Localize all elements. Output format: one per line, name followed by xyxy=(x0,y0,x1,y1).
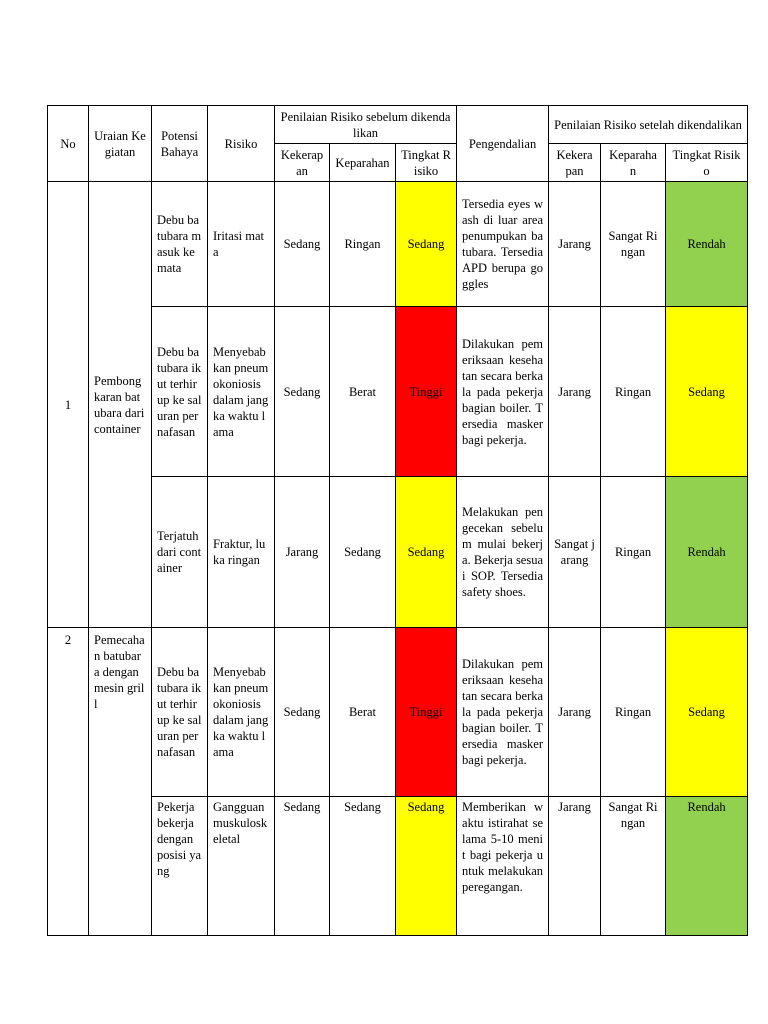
before-kekerapan-cell: Jarang xyxy=(275,477,330,628)
after-tingkat-cell: Rendah xyxy=(666,797,748,936)
header-no: No xyxy=(48,106,89,182)
control-cell: Tersedia eyes wash di luar area penumpukan batubara. Tersedia APD berupa goggles xyxy=(457,182,549,307)
before-tingkat-cell: Tinggi xyxy=(396,307,457,477)
risk-cell: Menyebabkan pneumokoniosis dalam jangka waktu lama xyxy=(208,628,275,797)
after-keparahan-cell: Ringan xyxy=(601,477,666,628)
header-after-keparahan: Keparahan xyxy=(601,144,666,182)
hazard-cell: Debu batubara ikut terhirup ke saluran pernafasan xyxy=(152,307,208,477)
hazard-cell: Terjatuh dari container xyxy=(152,477,208,628)
after-tingkat-cell: Rendah xyxy=(666,477,748,628)
after-kekerapan-cell: Jarang xyxy=(549,628,601,797)
before-keparahan-cell: Berat xyxy=(330,307,396,477)
before-keparahan-cell: Ringan xyxy=(330,182,396,307)
before-tingkat-cell: Tinggi xyxy=(396,628,457,797)
after-kekerapan-cell: Jarang xyxy=(549,307,601,477)
before-kekerapan-cell: Sedang xyxy=(275,797,330,936)
header-row-1 xyxy=(48,106,748,144)
table-row xyxy=(48,477,748,628)
before-kekerapan-cell: Sedang xyxy=(275,628,330,797)
risk-cell: Menyebabkan pneumokoniosis dalam jangka waktu lama xyxy=(208,307,275,477)
before-keparahan-cell: Sedang xyxy=(330,797,396,936)
after-tingkat-cell: Sedang xyxy=(666,628,748,797)
control-cell: Dilakukan pemeriksaan kesehatan secara berkala pada pekerja bagian boiler. Tersedia masker bagi pekerja. xyxy=(457,628,549,797)
header-before-keparahan: Keparahan xyxy=(330,144,396,182)
activity-cell: Pemecahan batubara dengan mesin grill xyxy=(89,628,152,936)
after-kekerapan-cell: Sangat jarang xyxy=(549,477,601,628)
table-row xyxy=(48,182,748,307)
before-kekerapan-cell: Sedang xyxy=(275,307,330,477)
control-cell: Melakukan pengecekan sebelum mulai bekerja. Bekerja sesuai SOP. Tersedia safety shoes. xyxy=(457,477,549,628)
before-tingkat-cell: Sedang xyxy=(396,797,457,936)
hazard-cell: Pekerja bekerja dengan posisi yang xyxy=(152,797,208,936)
table-row xyxy=(48,307,748,477)
hazard-cell: Debu batubara masuk ke mata xyxy=(152,182,208,307)
header-after-kekerapan: Kekerapan xyxy=(549,144,601,182)
header-potensi-bahaya: Potensi Bahaya xyxy=(152,106,208,182)
hazard-cell: Debu batubara ikut terhirup ke saluran pernafasan xyxy=(152,628,208,797)
table-row xyxy=(48,628,748,797)
before-kekerapan-cell: Sedang xyxy=(275,182,330,307)
after-keparahan-cell: Ringan xyxy=(601,307,666,477)
row-number: 1 xyxy=(48,182,89,628)
table-row xyxy=(48,797,748,936)
risk-cell: Gangguan muskuloskeletal xyxy=(208,797,275,936)
header-before-kekerapan: Kekerapan xyxy=(275,144,330,182)
header-uraian-kegiatan: Uraian Kegiatan xyxy=(89,106,152,182)
row-number: 2 xyxy=(48,628,89,936)
before-tingkat-cell: Sedang xyxy=(396,182,457,307)
header-after-group: Penilaian Risiko setelah dikendalikan xyxy=(549,106,748,144)
after-tingkat-cell: Sedang xyxy=(666,307,748,477)
before-keparahan-cell: Sedang xyxy=(330,477,396,628)
risk-cell: Fraktur, luka ringan xyxy=(208,477,275,628)
after-tingkat-cell: Rendah xyxy=(666,182,748,307)
after-keparahan-cell: Sangat Ringan xyxy=(601,797,666,936)
header-before-tingkat: Tingkat Risiko xyxy=(396,144,457,182)
before-keparahan-cell: Berat xyxy=(330,628,396,797)
header-before-group: Penilaian Risiko sebelum dikendalikan xyxy=(275,106,457,144)
after-keparahan-cell: Sangat Ringan xyxy=(601,182,666,307)
after-kekerapan-cell: Jarang xyxy=(549,182,601,307)
before-tingkat-cell: Sedang xyxy=(396,477,457,628)
header-after-tingkat: Tingkat Risiko xyxy=(666,144,748,182)
control-cell: Memberikan waktu istirahat selama 5-10 menit bagi pekerja untuk melakukan peregangan. xyxy=(457,797,549,936)
header-risiko: Risiko xyxy=(208,106,275,182)
after-keparahan-cell: Ringan xyxy=(601,628,666,797)
control-cell: Dilakukan pemeriksaan kesehatan secara berkala pada pekerja bagian boiler. Tersedia masker bagi pekerja. xyxy=(457,307,549,477)
header-pengendalian: Pengendalian xyxy=(457,106,549,182)
after-kekerapan-cell: Jarang xyxy=(549,797,601,936)
activity-cell: Pembongkaran batubara dari container xyxy=(89,182,152,628)
risk-assessment-table xyxy=(47,105,748,936)
risk-cell: Iritasi mata xyxy=(208,182,275,307)
